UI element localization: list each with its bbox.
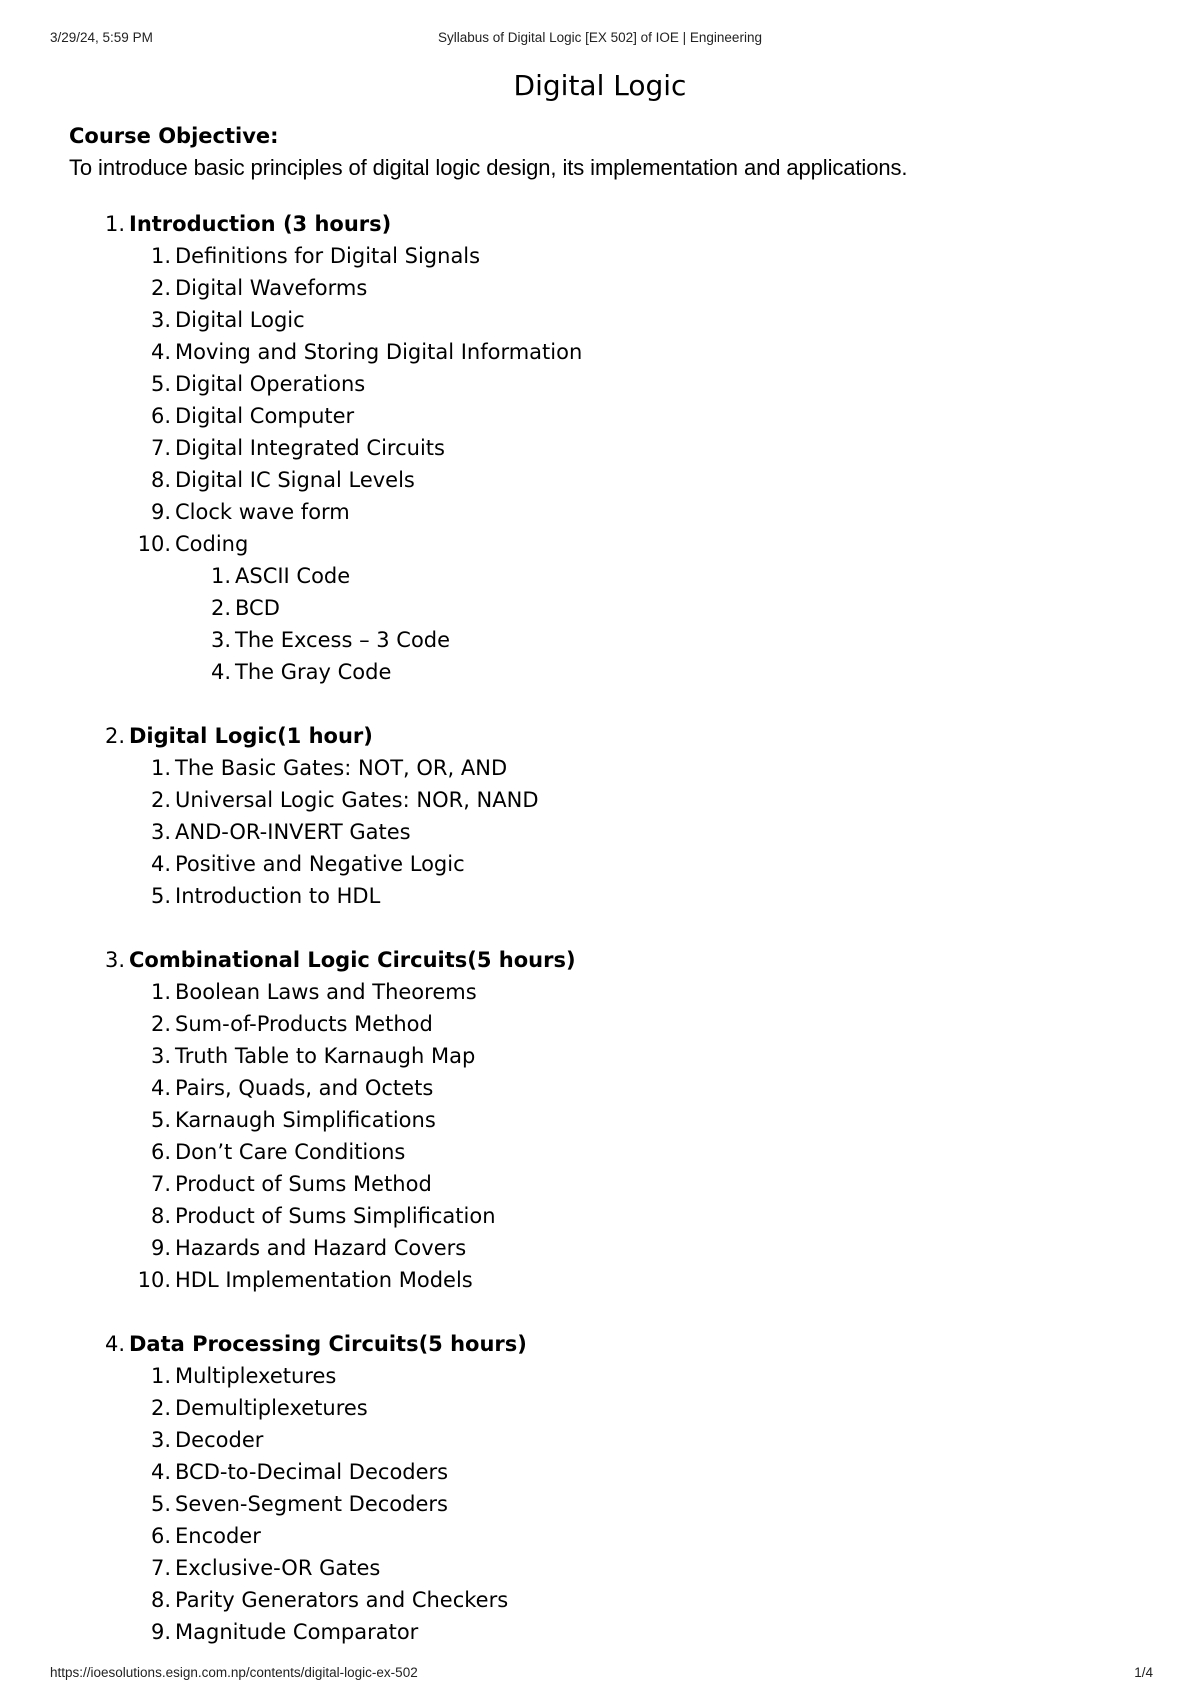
topic-label: Digital Operations — [175, 372, 366, 396]
section-title: Introduction (3 hours) — [129, 212, 392, 236]
topic-item — [115, 1264, 1149, 1296]
topic-item — [115, 528, 1149, 688]
syllabus-sections — [69, 208, 1149, 1648]
topic-item — [115, 496, 1149, 528]
topic-item — [115, 464, 1149, 496]
section-title: Digital Logic(1 hour) — [129, 724, 373, 748]
section-number: 4. — [104, 1332, 125, 1356]
section-heading — [69, 944, 1149, 976]
course-objective-heading: Course Objective: — [69, 124, 279, 148]
subtopic-label: BCD — [235, 596, 280, 620]
topic-item — [115, 816, 1149, 848]
topic-item — [115, 752, 1149, 784]
topic-label: Encoder — [175, 1524, 261, 1548]
topic-item — [115, 1488, 1149, 1520]
topic-label: Don’t Care Conditions — [175, 1140, 406, 1164]
topic-number: 5. — [150, 1108, 171, 1132]
topic-item — [115, 976, 1149, 1008]
section-title: Combinational Logic Circuits(5 hours) — [129, 948, 576, 972]
topic-label: HDL Implementation Models — [175, 1268, 473, 1292]
topic-number: 3. — [150, 1428, 171, 1452]
topic-item — [115, 1232, 1149, 1264]
subtopic-number: 4. — [210, 660, 231, 684]
syllabus-section — [69, 1328, 1149, 1648]
topic-label: Moving and Storing Digital Information — [175, 340, 583, 364]
topic-list — [69, 240, 1149, 688]
section-number: 2. — [104, 724, 125, 748]
topic-label: Boolean Laws and Theorems — [175, 980, 477, 1004]
topic-number: 5. — [150, 372, 171, 396]
topic-item — [115, 368, 1149, 400]
topic-label: Digital Waveforms — [175, 276, 368, 300]
topic-number: 7. — [150, 1172, 171, 1196]
topic-label: Coding — [175, 532, 249, 556]
print-page-number: 1/4 — [1134, 1665, 1153, 1680]
topic-number: 6. — [150, 1140, 171, 1164]
subtopic-number: 2. — [210, 596, 231, 620]
topic-item — [115, 1392, 1149, 1424]
topic-list — [69, 976, 1149, 1296]
topic-item — [115, 400, 1149, 432]
topic-number: 5. — [150, 884, 171, 908]
topic-item — [115, 240, 1149, 272]
topic-label: Introduction to HDL — [175, 884, 381, 908]
topic-item — [115, 432, 1149, 464]
topic-item — [115, 304, 1149, 336]
subtopic-label: The Gray Code — [235, 660, 392, 684]
topic-number: 4. — [150, 340, 171, 364]
topic-label: Pairs, Quads, and Octets — [175, 1076, 434, 1100]
topic-item — [115, 1520, 1149, 1552]
topic-list — [69, 752, 1149, 912]
syllabus-section — [69, 944, 1149, 1296]
topic-label: Clock wave form — [175, 500, 350, 524]
topic-item — [115, 1040, 1149, 1072]
section-heading — [69, 720, 1149, 752]
topic-number: 3. — [150, 1044, 171, 1068]
topic-number: 8. — [150, 1588, 171, 1612]
topic-label: BCD-to-Decimal Decoders — [175, 1460, 449, 1484]
topic-item — [115, 1360, 1149, 1392]
topic-item — [115, 1072, 1149, 1104]
topic-label: Digital Logic — [175, 308, 305, 332]
topic-item — [115, 1456, 1149, 1488]
topic-label: Hazards and Hazard Covers — [175, 1236, 467, 1260]
topic-number: 10. — [137, 1268, 171, 1292]
subtopic-label: The Excess – 3 Code — [235, 628, 451, 652]
subtopic-item — [175, 656, 1149, 688]
topic-number: 7. — [150, 436, 171, 460]
topic-number: 7. — [150, 1556, 171, 1580]
topic-label: Multiplexetures — [175, 1364, 337, 1388]
topic-label: Sum-of-Products Method — [175, 1012, 433, 1036]
section-number: 1. — [104, 212, 125, 236]
topic-label: The Basic Gates: NOT, OR, AND — [175, 756, 508, 780]
topic-number: 1. — [150, 756, 171, 780]
topic-label: Seven-Segment Decoders — [175, 1492, 448, 1516]
topic-item — [115, 272, 1149, 304]
topic-label: Demultiplexetures — [175, 1396, 368, 1420]
topic-label: Universal Logic Gates: NOR, NAND — [175, 788, 539, 812]
topic-number: 9. — [150, 1236, 171, 1260]
subtopic-item — [175, 560, 1149, 592]
document-title: Digital Logic — [513, 69, 687, 102]
topic-number: 2. — [150, 1396, 171, 1420]
subtopic-number: 1. — [210, 564, 231, 588]
topic-label: AND-OR-INVERT Gates — [175, 820, 411, 844]
topic-number: 9. — [150, 500, 171, 524]
subtopic-list — [115, 560, 1149, 688]
subtopic-item — [175, 624, 1149, 656]
syllabus-section — [69, 208, 1149, 688]
syllabus-section — [69, 720, 1149, 912]
print-page-title: Syllabus of Digital Logic [EX 502] of IOE | Engineering — [438, 30, 762, 45]
topic-item — [115, 784, 1149, 816]
topic-item — [115, 336, 1149, 368]
course-objective-text: To introduce basic principles of digital logic design, its implementation and applications. — [69, 155, 908, 180]
section-heading — [69, 1328, 1149, 1360]
topic-item — [115, 1008, 1149, 1040]
topic-number: 2. — [150, 1012, 171, 1036]
topic-label: Truth Table to Karnaugh Map — [175, 1044, 476, 1068]
subtopic-number: 3. — [210, 628, 231, 652]
topic-item — [115, 1584, 1149, 1616]
topic-label: Digital IC Signal Levels — [175, 468, 415, 492]
topic-label: Parity Generators and Checkers — [175, 1588, 509, 1612]
topic-list — [69, 1360, 1149, 1648]
topic-number: 6. — [150, 1524, 171, 1548]
topic-label: Exclusive-OR Gates — [175, 1556, 381, 1580]
topic-number: 4. — [150, 1460, 171, 1484]
syllabus-content — [69, 120, 1149, 1680]
section-number: 3. — [104, 948, 125, 972]
topic-number: 1. — [150, 980, 171, 1004]
topic-item — [115, 1200, 1149, 1232]
topic-item — [115, 848, 1149, 880]
topic-item — [115, 1616, 1149, 1648]
topic-item — [115, 1104, 1149, 1136]
topic-label: Digital Integrated Circuits — [175, 436, 445, 460]
topic-number: 6. — [150, 404, 171, 428]
topic-item — [115, 880, 1149, 912]
topic-label: Product of Sums Method — [175, 1172, 432, 1196]
topic-number: 8. — [150, 1204, 171, 1228]
topic-label: Digital Computer — [175, 404, 355, 428]
topic-number: 8. — [150, 468, 171, 492]
section-title: Data Processing Circuits(5 hours) — [129, 1332, 527, 1356]
print-url[interactable]: https://ioesolutions.esign.com.np/contents/digital-logic-ex-502 — [50, 1665, 418, 1680]
print-footer — [0, 1665, 1200, 1685]
topic-item — [115, 1168, 1149, 1200]
topic-number: 1. — [150, 244, 171, 268]
topic-label: Decoder — [175, 1428, 264, 1452]
topic-item — [115, 1136, 1149, 1168]
topic-label: Positive and Negative Logic — [175, 852, 465, 876]
topic-number: 4. — [150, 852, 171, 876]
topic-number: 3. — [150, 308, 171, 332]
topic-label: Magnitude Comparator — [175, 1620, 419, 1644]
topic-number: 4. — [150, 1076, 171, 1100]
subtopic-label: ASCII Code — [235, 564, 351, 588]
topic-item — [115, 1424, 1149, 1456]
topic-label: Definitions for Digital Signals — [175, 244, 481, 268]
topic-item — [115, 1552, 1149, 1584]
topic-number: 3. — [150, 820, 171, 844]
topic-number: 2. — [150, 276, 171, 300]
topic-label: Product of Sums Simplification — [175, 1204, 496, 1228]
subtopic-item — [175, 592, 1149, 624]
topic-number: 2. — [150, 788, 171, 812]
section-heading — [69, 208, 1149, 240]
topic-number: 10. — [137, 532, 171, 556]
topic-number: 5. — [150, 1492, 171, 1516]
topic-number: 9. — [150, 1620, 171, 1644]
topic-label: Karnaugh Simplifications — [175, 1108, 436, 1132]
print-header — [0, 30, 1200, 50]
topic-number: 1. — [150, 1364, 171, 1388]
print-datetime: 3/29/24, 5:59 PM — [50, 30, 153, 45]
